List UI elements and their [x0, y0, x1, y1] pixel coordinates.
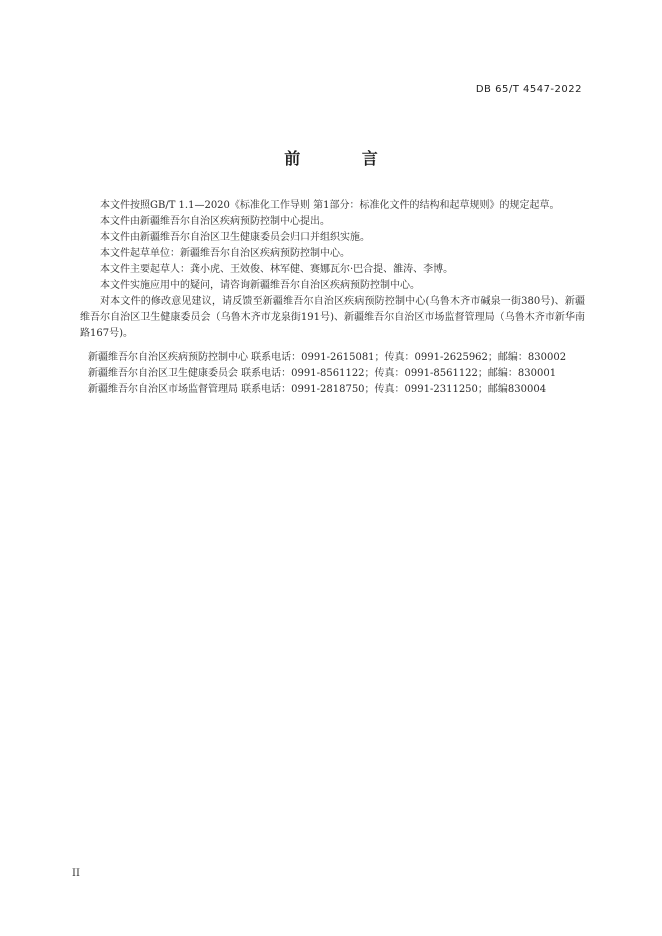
- paragraph-feedback: 对本文件的修改意见建议，请反馈至新疆维吾尔自治区疾病预防控制中心(乌鲁木齐市碱泉一街380号)、新疆维吾尔自治区卫生健康委员会（乌鲁木齐市龙泉街191号)、新疆维吾尔自治区市场监督管理局（乌鲁木齐市新华南路167号)。: [80, 296, 585, 339]
- paragraph-drafting-rules: 本文件按照GB/T 1.1—2020《标准化工作导则 第1部分：标准化文件的结构和起草规则》的规定起草。: [100, 200, 560, 211]
- standard-code: DB 65/T 4547-2022: [475, 84, 582, 95]
- foreword-body: [80, 198, 585, 398]
- paragraph-drafters: 本文件主要起草人：龚小虎、王效俊、林军健、赛娜瓦尔·巴合提、雒涛、李博。: [100, 264, 454, 275]
- paragraph-administrator: 本文件由新疆维吾尔自治区卫生健康委员会归口并组织实施。: [100, 232, 370, 243]
- page-title: 前 言: [284, 149, 406, 168]
- paragraph-proposer: 本文件由新疆维吾尔自治区疾病预防控制中心提出。: [100, 216, 330, 227]
- contact-list: [80, 350, 585, 398]
- page-number: II: [72, 868, 80, 879]
- paragraph-drafting-unit: 本文件起草单位：新疆维吾尔自治区疾病预防控制中心。: [100, 248, 350, 259]
- paragraph-inquiries: 本文件实施应用中的疑问，请咨询新疆维吾尔自治区疾病预防控制中心。: [100, 280, 420, 291]
- contact-row-cdc: 新疆维吾尔自治区疾病预防控制中心 联系电话：0991-2615081；传真：0991-2625962；邮编：830002: [88, 352, 567, 363]
- contact-row-health-commission: 新疆维吾尔自治区卫生健康委员会 联系电话：0991-8561122；传真：0991-8561122；邮编：830001: [88, 368, 557, 379]
- contact-row-market-regulation: 新疆维吾尔自治区市场监督管理局 联系电话：0991-2818750；传真：0991-2311250；邮编830004: [88, 384, 547, 395]
